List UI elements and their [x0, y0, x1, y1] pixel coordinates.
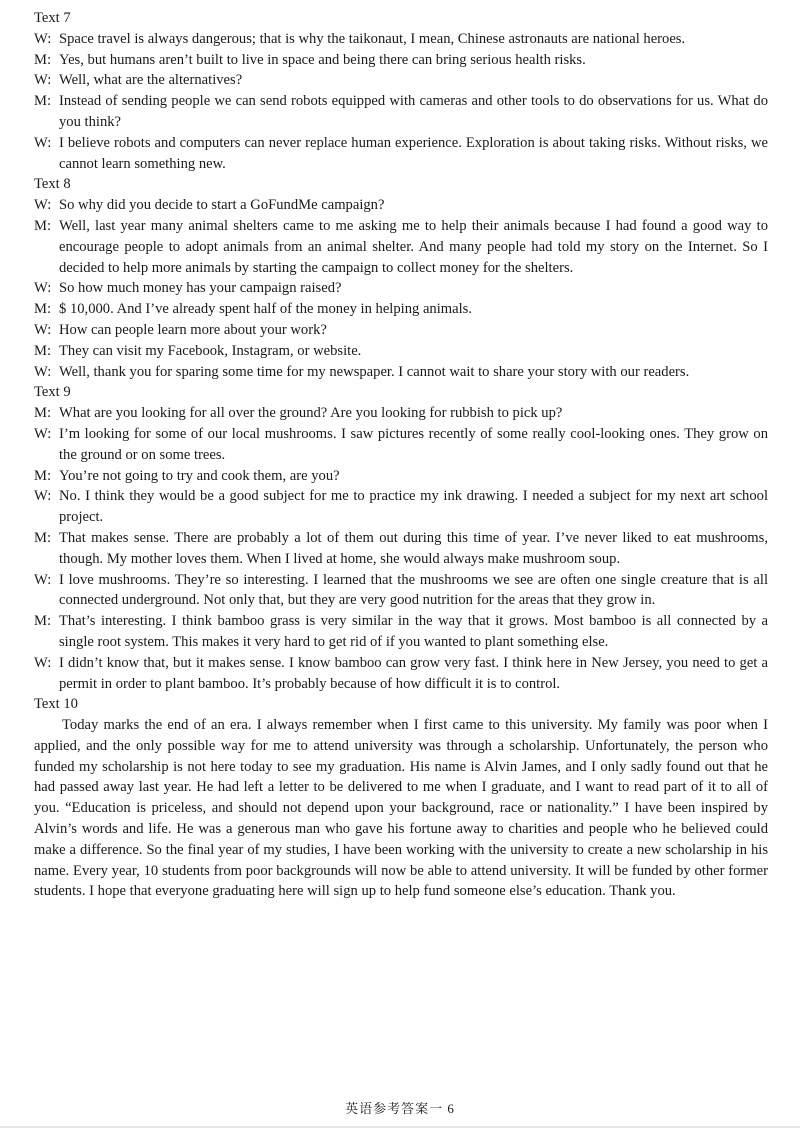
dialogue-turn: [34, 424, 768, 466]
speech-text: That’s interesting. I think bamboo grass is very similar in the way that it grows. Most bamboo is all connected by a single root system. This makes it very hard to get rid of if you wanted to plant something else.: [59, 613, 768, 650]
speaker-label: M:: [34, 405, 52, 422]
speaker-label: M:: [34, 529, 52, 546]
speaker-label: M:: [34, 217, 52, 234]
speaker-label: M:: [34, 93, 52, 110]
speech-text: So why did you decide to start a GoFundMe campaign?: [59, 197, 385, 214]
dialogue-turn: [34, 195, 768, 216]
speaker-label: M:: [34, 342, 52, 359]
speaker-label: M:: [34, 613, 52, 630]
speaker-label: M:: [34, 467, 52, 484]
transcript-page: [34, 8, 768, 902]
monologue-paragraph: Today marks the end of an era. I always remember when I first came to this university. My family was poor when I applied, and the only possible way for me to attend university was through a scholarship. Unfortunately, the person who funded my scholarship is not here today to see my graduation. His name is Alvin James, and I only sadly found out that he had passed away last year. He had left a letter to be delivered to me when I graduate, and I want to read part of it to all of you. “Education is priceless, and should not depend upon your background, race or nationality.” I have been inspired by Alvin’s words and life. He was a generous man who gave his fortune away to charities and people who he believed could make a difference. So the final year of my studies, I have been working with the university to create a new scholarship in his name. Every year, 10 students from poor backgrounds will now be able to attend university. It will be funded by other former students. I hope that everyone graduating here will sign up to help fund someone else’s education. Thank you.: [34, 717, 768, 900]
speaker-label: W:: [34, 30, 52, 47]
speech-text: No. I think they would be a good subject for me to practice my ink drawing. I needed a subject for my next art school project.: [59, 488, 768, 526]
speech-text: Yes, but humans aren’t built to live in space and being there can bring serious health risks.: [59, 51, 586, 68]
section-heading: Text 10: [34, 696, 78, 713]
dialogue-turn: [34, 341, 768, 362]
bottom-divider: [0, 1126, 800, 1128]
speech-text: Space travel is always dangerous; that is why the taikonaut, I mean, Chinese astronauts are national heroes.: [59, 30, 686, 47]
page-footer: 英语参考答案一 6: [345, 1101, 455, 1116]
speaker-label: W:: [34, 134, 52, 151]
text-7-section: [34, 8, 768, 174]
speech-text: You’re not going to try and cook them, are you?: [59, 467, 340, 484]
section-heading: Text 7: [34, 10, 71, 26]
dialogue-turn: [34, 70, 768, 91]
dialogue-turn: [34, 29, 768, 50]
speaker-label: W:: [34, 425, 52, 442]
dialogue-turn: [34, 611, 768, 653]
speech-text: Well, last year many animal shelters came to me asking me to help their animals because I had found a good way to encourage people to adopt animals from an animal shelter. And many people had told my story on the Internet. So I decided to help more animals by starting the campaign to collect money for the shelters.: [59, 217, 768, 276]
dialogue-turn: [34, 403, 768, 424]
speech-text: Instead of sending people we can send robots equipped with cameras and other tools to do observations for us. What do you think?: [59, 93, 768, 130]
speech-text: They can visit my Facebook, Instagram, or website.: [59, 342, 362, 359]
speech-text: I didn’t know that, but it makes sense. I know bamboo can grow very fast. I think here in New Jersey, you need to get a permit in order to plant bamboo. It’s probably because of how difficult it is to control.: [59, 654, 768, 692]
speech-text: How can people learn more about your work?: [59, 321, 327, 338]
speaker-label: W:: [34, 197, 52, 214]
dialogue-turn: [34, 653, 768, 695]
dialogue-turn: [34, 91, 768, 133]
speech-text: So how much money has your campaign raised?: [59, 280, 342, 297]
text-9-section: [34, 382, 768, 694]
speech-text: I’m looking for some of our local mushrooms. I saw pictures recently of some really cool-looking ones. They grow on the ground or on some trees.: [59, 425, 768, 463]
dialogue-turn: [34, 320, 768, 341]
speech-text: Well, thank you for sparing some time for my newspaper. I cannot wait to share your story with our readers.: [59, 363, 690, 380]
dialogue-turn: [34, 362, 768, 383]
dialogue-turn: [34, 50, 768, 71]
speech-text: Well, what are the alternatives?: [59, 72, 243, 89]
section-heading: Text 8: [34, 176, 71, 193]
text-10-section: [34, 694, 768, 902]
speaker-label: M:: [34, 51, 52, 68]
speaker-label: W:: [34, 280, 52, 297]
speech-text: $ 10,000. And I’ve already spent half of the money in helping animals.: [59, 301, 472, 318]
dialogue-turn: [34, 466, 768, 487]
speech-text: I love mushrooms. They’re so interesting. I learned that the mushrooms we see are often one single creature that is all connected underground. Not only that, but they are very good nutrition for the areas that they grow in.: [59, 571, 768, 609]
speech-text: I believe robots and computers can never replace human experience. Exploration is about taking risks. Without risks, we cannot learn something new.: [59, 134, 768, 172]
dialogue-turn: [34, 133, 768, 175]
speaker-label: W:: [34, 363, 52, 380]
speech-text: That makes sense. There are probably a lot of them out during this time of year. I’ve never liked to eat mushrooms, though. My mother loves them. When I lived at home, she would always make mushroom soup.: [59, 529, 768, 567]
speaker-label: W:: [34, 571, 52, 588]
dialogue-turn: [34, 486, 768, 528]
dialogue-turn: [34, 216, 768, 278]
section-heading: Text 9: [34, 384, 71, 401]
speaker-label: W:: [34, 72, 52, 89]
text-8-section: [34, 174, 768, 382]
dialogue-turn: [34, 299, 768, 320]
dialogue-turn: [34, 570, 768, 612]
speaker-label: W:: [34, 321, 52, 338]
dialogue-turn: [34, 278, 768, 299]
speaker-label: W:: [34, 654, 52, 671]
speaker-label: W:: [34, 488, 52, 505]
speaker-label: M:: [34, 301, 52, 318]
dialogue-turn: [34, 528, 768, 570]
speech-text: What are you looking for all over the ground? Are you looking for rubbish to pick up?: [59, 405, 563, 422]
